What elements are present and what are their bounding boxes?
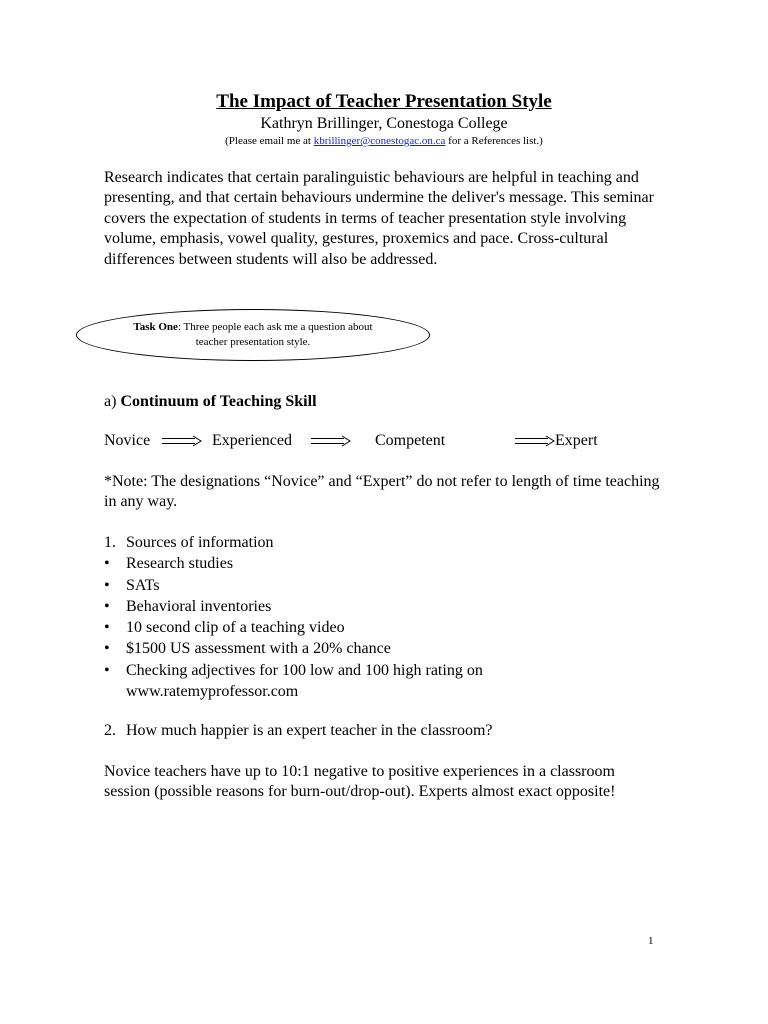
bullet-text: 10 second clip of a teaching video [126,619,345,637]
bullet-icon: • [104,640,110,658]
list-item [104,617,664,638]
continuum-competent: Competent [375,432,446,449]
task-text [128,320,378,350]
email-link[interactable]: kbrillinger@conestogac.on.ca [313,135,446,147]
task-label: Task One [133,321,178,333]
arrow-right-icon [311,435,351,447]
email-note-prefix: (Please email me at [225,135,314,147]
bullet-icon: • [104,555,110,573]
bullet-text: Checking adjectives for 100 low and 100 high rating on www.ratemyprofessor.com [126,661,483,701]
email-note-suffix: for a References list.) [445,135,543,147]
closing-paragraph: Novice teachers have up to 10:1 negative to positive experiences in a classroom session (possible reasons for burn-out/drop-out). Experts almost exact opposite! [104,763,616,801]
page-number: 1 [648,935,654,947]
bullet-text: Behavioral inventories [126,597,272,615]
arrow-right-icon [515,435,555,447]
list-item [104,660,664,703]
list-item [104,596,664,617]
document-title: The Impact of Teacher Presentation Style [216,91,552,112]
bullet-icon: • [104,576,110,594]
arrow-right-icon [162,435,202,447]
list-item [104,532,664,553]
continuum-row [0,431,768,453]
bullet-icon: • [104,619,110,637]
item-number: 1. [104,534,116,551]
list-item [104,638,664,659]
continuum-novice: Novice [104,432,151,449]
list-item [104,553,664,574]
item-text: Sources of information [126,534,274,551]
author-line: Kathryn Brillinger, Conestoga College [260,115,508,132]
section-a-heading [104,392,664,412]
bullet-text: SATs [126,576,160,594]
email-note [0,134,768,148]
item-text: How much happier is an expert teacher in the classroom? [126,722,493,739]
item-number: 2. [104,722,116,739]
section-a-title: Continuum of Teaching Skill [120,393,317,410]
list-item [104,575,664,596]
section-a-prefix: a) [104,393,121,410]
task-body: : Three people each ask me a question about teacher presentation style. [177,321,373,348]
continuum-experienced: Experienced [212,432,292,449]
task-ellipse [76,309,430,361]
bullet-icon: • [104,597,110,615]
sources-list [104,532,664,702]
bullet-list [104,553,664,702]
list-item [104,721,493,741]
bullet-icon: • [104,661,110,679]
continuum-expert: Expert [555,432,598,449]
bullet-text: Research studies [126,555,234,573]
intro-paragraph: Research indicates that certain paralinguistic behaviours are helpful in teaching and presenting, and that certain behaviours undermine the deliver's message. This seminar covers the expectation of students in terms of teacher presentation style involving volume, emphasis, vowel quality, gestures, proxemics and pace. Cross-cultural differences between students will also be addressed. [104,169,654,268]
bullet-text: $1500 US assessment with a 20% chance [126,640,391,658]
note-paragraph: *Note: The designations “Novice” and “Expert” do not refer to length of time teaching in any way. [104,473,660,511]
